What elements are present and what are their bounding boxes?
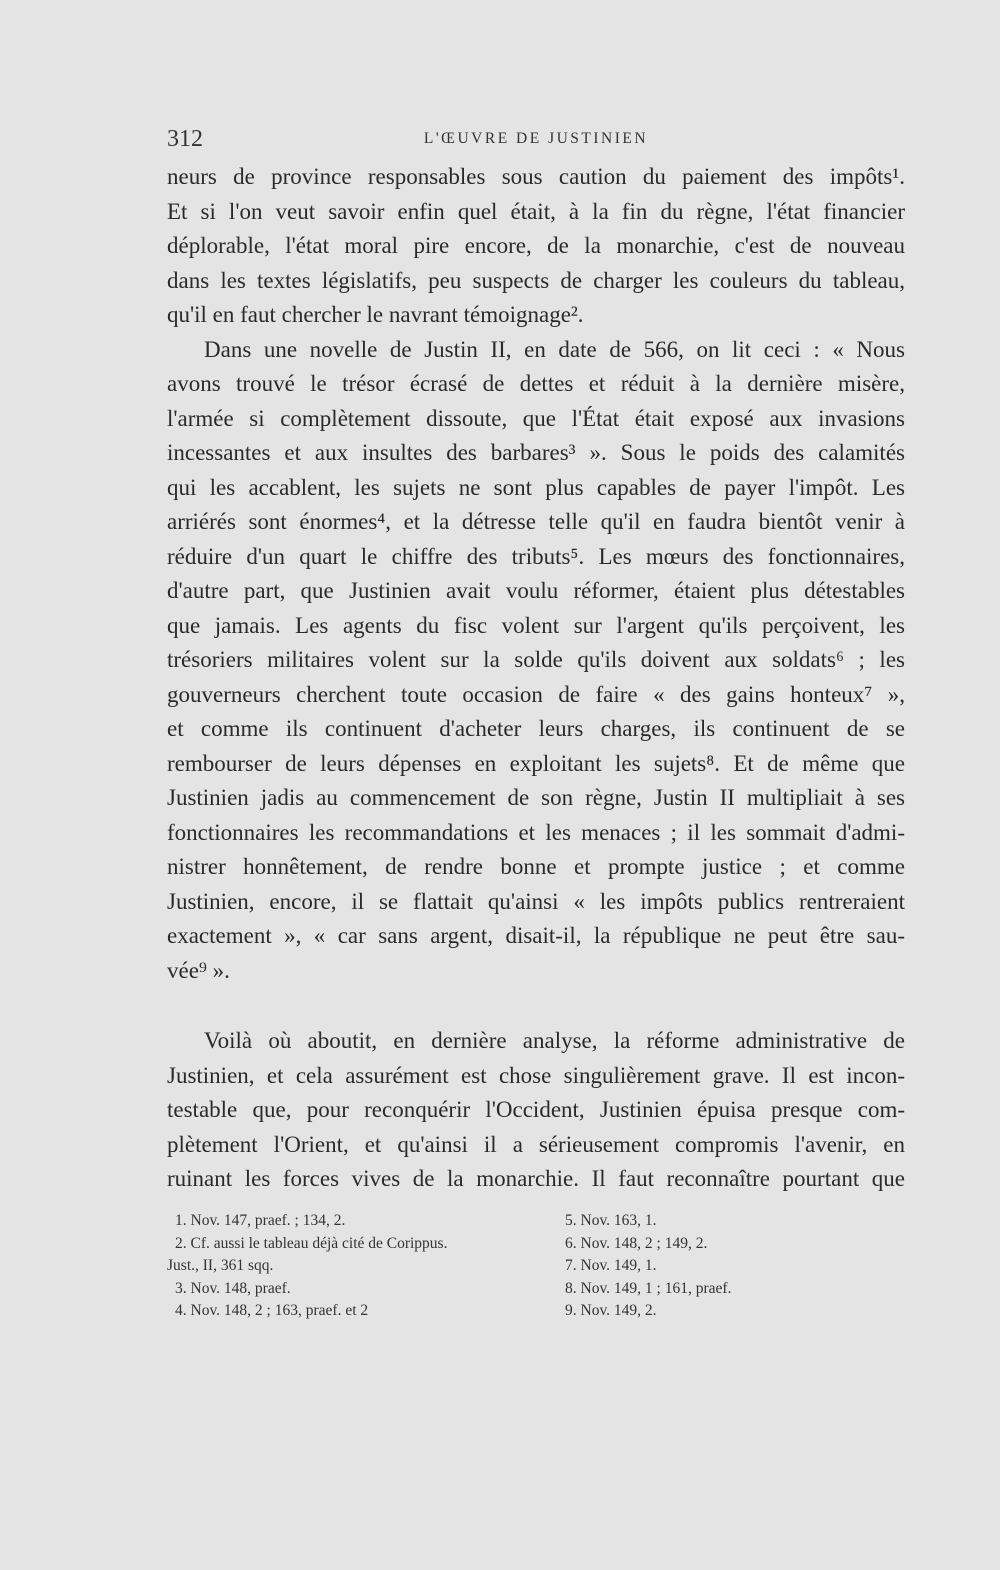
text-line: trésoriers militaires volent sur la solde qu'ils doivent aux soldats⁶ ; les bbox=[167, 647, 905, 672]
text-line: avons trouvé le trésor écrasé de dettes et réduit à la dernière misère, bbox=[167, 371, 905, 396]
text-line: d'autre part, que Justinien avait voulu réformer, étaient plus détestables bbox=[167, 578, 905, 603]
text-line: Et si l'on veut savoir enfin quel était, à la fin du règne, l'état financier bbox=[167, 198, 905, 224]
running-head bbox=[167, 126, 905, 156]
text-line: fonctionnaires les recommandations et les menaces ; il les sommait d'admi- bbox=[167, 819, 905, 845]
text-line: réduire d'un quart le chiffre des tributs⁵. Les mœurs des fonctionnaires, bbox=[167, 543, 905, 569]
page-number: 312 bbox=[167, 126, 203, 152]
text-line: et comme ils continuent d'acheter leurs charges, ils continuent de se bbox=[167, 716, 905, 741]
text-line: testable que, pour reconquérir l'Occident, Justinien épuisa presque com- bbox=[167, 1097, 905, 1122]
text-line: déplorable, l'état moral pire encore, de la monarchie, c'est de nouveau bbox=[167, 233, 905, 258]
text-line: exactement », « car sans argent, disait-il, la république ne peut être sau- bbox=[167, 923, 905, 948]
footnote: 4. Nov. 148, 2 ; 163, praef. et 2 bbox=[175, 1302, 369, 1319]
text-line: plètement l'Orient, et qu'ainsi il a sérieusement compromis l'avenir, en bbox=[167, 1131, 905, 1157]
footnote: 8. Nov. 149, 1 ; 161, praef. bbox=[565, 1279, 732, 1297]
text-line: l'armée si complètement dissoute, que l'État était exposé aux invasions bbox=[167, 405, 905, 431]
text-line: ruinant les forces vives de la monarchie. Il faut reconnaître pourtant que bbox=[167, 1166, 905, 1191]
paragraph-spacer bbox=[167, 988, 905, 1024]
text-line: qui les accablent, les sujets ne sont plus capables de payer l'impôt. Les bbox=[167, 474, 905, 500]
paragraph-2 bbox=[167, 333, 905, 989]
footnote: 3. Nov. 148, praef. bbox=[175, 1279, 291, 1297]
paragraph-3 bbox=[167, 1024, 905, 1197]
footnotes-left-column bbox=[167, 1210, 547, 1323]
paragraph-1 bbox=[167, 160, 905, 333]
text-line: dans les textes législatifs, peu suspects de charger les couleurs du tableau, bbox=[167, 267, 905, 293]
text-line: Voilà où aboutit, en dernière analyse, la réforme administrative de bbox=[204, 1028, 905, 1053]
text-line: Dans une novelle de Justin II, en date de 566, on lit ceci : « Nous bbox=[204, 336, 905, 362]
footnotes-right-column bbox=[565, 1210, 905, 1323]
text-line: vée⁹ ». bbox=[167, 957, 230, 983]
main-text bbox=[167, 160, 905, 1197]
footnote: 7. Nov. 149, 1. bbox=[565, 1257, 657, 1274]
text-line: incessantes et aux insultes des barbares³ ». Sous le poids des calamités bbox=[167, 440, 905, 465]
text-line: Justinien jadis au commencement de son règne, Justin II multipliait à ses bbox=[167, 785, 905, 810]
text-line: Justinien, et cela assurément est chose singulièrement grave. Il est incon- bbox=[167, 1062, 905, 1088]
text-line: neurs de province responsables sous caution du paiement des impôts¹. bbox=[167, 164, 905, 189]
footnote: 9. Nov. 149, 2. bbox=[565, 1302, 657, 1319]
footnote-continuation: Just., II, 361 sqq. bbox=[167, 1257, 274, 1274]
text-line: qu'il en faut chercher le navrant témoignage². bbox=[167, 302, 584, 327]
text-line: Justinien, encore, il se flattait qu'ainsi « les impôts publics rentreraient bbox=[167, 888, 905, 914]
footnote: 2. Cf. aussi le tableau déjà cité de Corippus. bbox=[175, 1234, 448, 1252]
text-line: rembourser de leurs dépenses en exploitant les sujets⁸. Et de même que bbox=[167, 750, 905, 776]
text-line: que jamais. Les agents du fisc volent sur l'argent qu'ils perçoivent, les bbox=[167, 612, 905, 638]
footnote: 5. Nov. 163, 1. bbox=[565, 1212, 657, 1229]
running-title: L'ŒUVRE DE JUSTINIEN bbox=[423, 130, 649, 147]
text-line: arriérés sont énormes⁴, et la détresse telle qu'il en faudra bientôt venir à bbox=[167, 509, 905, 534]
text-line: nistrer honnêtement, de rendre bonne et prompte justice ; et comme bbox=[167, 854, 905, 879]
footnote: 1. Nov. 147, praef. ; 134, 2. bbox=[175, 1212, 346, 1229]
text-line: gouverneurs cherchent toute occasion de faire « des gains honteux⁷ », bbox=[167, 681, 905, 707]
footnote: 6. Nov. 148, 2 ; 149, 2. bbox=[565, 1234, 708, 1252]
